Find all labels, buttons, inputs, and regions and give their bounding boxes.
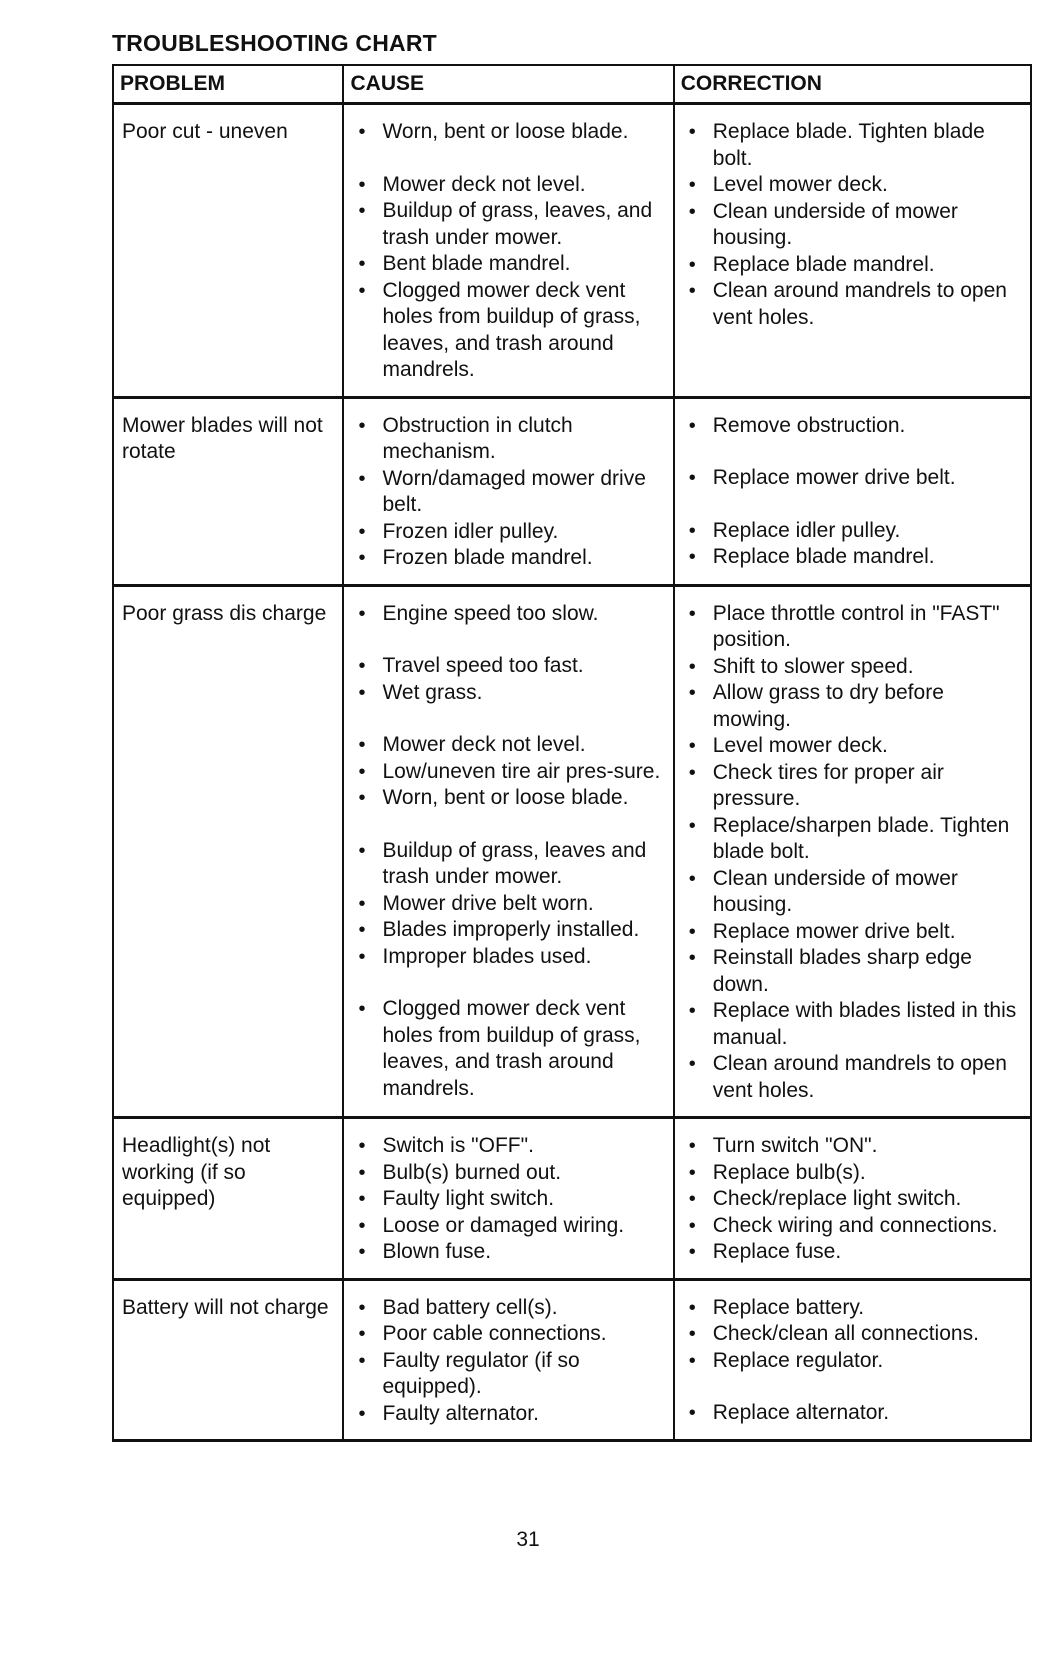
cause-cell	[343, 104, 673, 398]
correction-item: • Replace battery.	[683, 1295, 1022, 1322]
cause-item: • Bent blade mandrel.	[352, 251, 664, 278]
cause-item: • Faulty light switch.	[352, 1186, 664, 1213]
cause-item: • Clogged mower deck vent holes from buildup of grass, leaves, and trash around mandrels.	[352, 278, 664, 384]
correction-item: • Replace mower drive belt.	[683, 919, 1022, 946]
cause-cell	[343, 1279, 673, 1441]
correction-item: • Place throttle control in "FAST" position.	[683, 601, 1022, 654]
cause-item: • Bad battery cell(s).	[352, 1295, 664, 1322]
correction-item: • Clean underside of mower housing.	[683, 199, 1022, 252]
cause-item: • Improper blades used.	[352, 944, 664, 971]
page-number: 31	[516, 1528, 540, 1551]
cause-cell	[343, 1118, 673, 1280]
problem-cell: Poor grass dis charge	[113, 585, 343, 1118]
correction-item: • Replace blade mandrel.	[683, 544, 1022, 571]
correction-item: • Check wiring and connections.	[683, 1213, 1022, 1240]
cause-item: • Clogged mower deck vent holes from buildup of grass, leaves, and trash around mandrels.	[352, 996, 664, 1102]
correction-item: • Reinstall blades sharp edge down.	[683, 945, 1022, 998]
chart-title: TROUBLESHOOTING CHART	[112, 30, 437, 56]
table-row	[113, 585, 1031, 1118]
cause-item: • Wet grass.	[352, 680, 664, 707]
cause-item: • Frozen idler pulley.	[352, 519, 664, 546]
cause-item: • Loose or damaged wiring.	[352, 1213, 664, 1240]
cause-cell	[343, 397, 673, 585]
cause-item: • Bulb(s) burned out.	[352, 1160, 664, 1187]
cause-item: • Buildup of grass, leaves, and trash under mower.	[352, 198, 664, 251]
cause-item: • Mower deck not level.	[352, 732, 664, 759]
header-row	[113, 65, 1031, 104]
correction-item: • Replace regulator.	[683, 1348, 1022, 1375]
correction-item: • Check tires for proper air pressure.	[683, 760, 1022, 813]
table-row	[113, 104, 1031, 398]
correction-item: • Clean around mandrels to open vent holes.	[683, 278, 1022, 331]
correction-item: • Clean around mandrels to open vent holes.	[683, 1051, 1022, 1104]
cause-item: • Frozen blade mandrel.	[352, 545, 664, 572]
correction-cell	[674, 397, 1031, 585]
problem-cell: Headlight(s) not working (if so equipped)	[113, 1118, 343, 1280]
correction-cell	[674, 585, 1031, 1118]
correction-item: • Replace blade. Tighten blade bolt.	[683, 119, 1022, 172]
cause-item: • Worn, bent or loose blade.	[352, 119, 664, 146]
correction-item: • Level mower deck.	[683, 172, 1022, 199]
problem-cell: Mower blades will not rotate	[113, 397, 343, 585]
header-problem: PROBLEM	[113, 65, 343, 104]
correction-cell	[674, 104, 1031, 398]
correction-item: • Turn switch "ON".	[683, 1133, 1022, 1160]
correction-item: • Replace alternator.	[683, 1400, 1022, 1427]
correction-item: • Check/clean all connections.	[683, 1321, 1022, 1348]
correction-item: • Replace idler pulley.	[683, 518, 1022, 545]
cause-item: • Travel speed too fast.	[352, 653, 664, 680]
cause-item: • Worn, bent or loose blade.	[352, 785, 664, 812]
cause-item: • Buildup of grass, leaves and trash under mower.	[352, 838, 664, 891]
table-row	[113, 1279, 1031, 1441]
cause-item: • Poor cable connections.	[352, 1321, 664, 1348]
correction-item: • Replace bulb(s).	[683, 1160, 1022, 1187]
correction-item: • Replace/sharpen blade. Tighten blade bolt.	[683, 813, 1022, 866]
correction-item: • Check/replace light switch.	[683, 1186, 1022, 1213]
correction-item: • Replace fuse.	[683, 1239, 1022, 1266]
cause-item: • Blown fuse.	[352, 1239, 664, 1266]
correction-item: • Level mower deck.	[683, 733, 1022, 760]
cause-item: • Faulty alternator.	[352, 1401, 664, 1428]
cause-item: • Engine speed too slow.	[352, 601, 664, 628]
correction-item: • Clean underside of mower housing.	[683, 866, 1022, 919]
correction-cell	[674, 1118, 1031, 1280]
problem-cell: Poor cut - uneven	[113, 104, 343, 398]
table-row	[113, 397, 1031, 585]
cause-item: • Faulty regulator (if so equipped).	[352, 1348, 664, 1401]
cause-cell	[343, 585, 673, 1118]
cause-item: • Switch is "OFF".	[352, 1133, 664, 1160]
cause-item: • Mower deck not level.	[352, 172, 664, 199]
correction-item: • Shift to slower speed.	[683, 654, 1022, 681]
cause-item: • Mower drive belt worn.	[352, 891, 664, 918]
correction-cell	[674, 1279, 1031, 1441]
correction-item: • Replace with blades listed in this manual.	[683, 998, 1022, 1051]
correction-item: • Allow grass to dry before mowing.	[683, 680, 1022, 733]
problem-cell: Battery will not charge	[113, 1279, 343, 1441]
troubleshooting-table	[112, 64, 1032, 1442]
cause-item: • Worn/damaged mower drive belt.	[352, 466, 664, 519]
table-row	[113, 1118, 1031, 1280]
header-correction: CORRECTION	[674, 65, 1031, 104]
cause-item: • Blades improperly installed.	[352, 917, 664, 944]
correction-item: • Replace blade mandrel.	[683, 252, 1022, 279]
correction-item: • Replace mower drive belt.	[683, 465, 1022, 492]
header-cause: CAUSE	[343, 65, 673, 104]
correction-item: • Remove obstruction.	[683, 413, 1022, 440]
cause-item: • Low/uneven tire air pres-sure.	[352, 759, 664, 786]
cause-item: • Obstruction in clutch mechanism.	[352, 413, 664, 466]
